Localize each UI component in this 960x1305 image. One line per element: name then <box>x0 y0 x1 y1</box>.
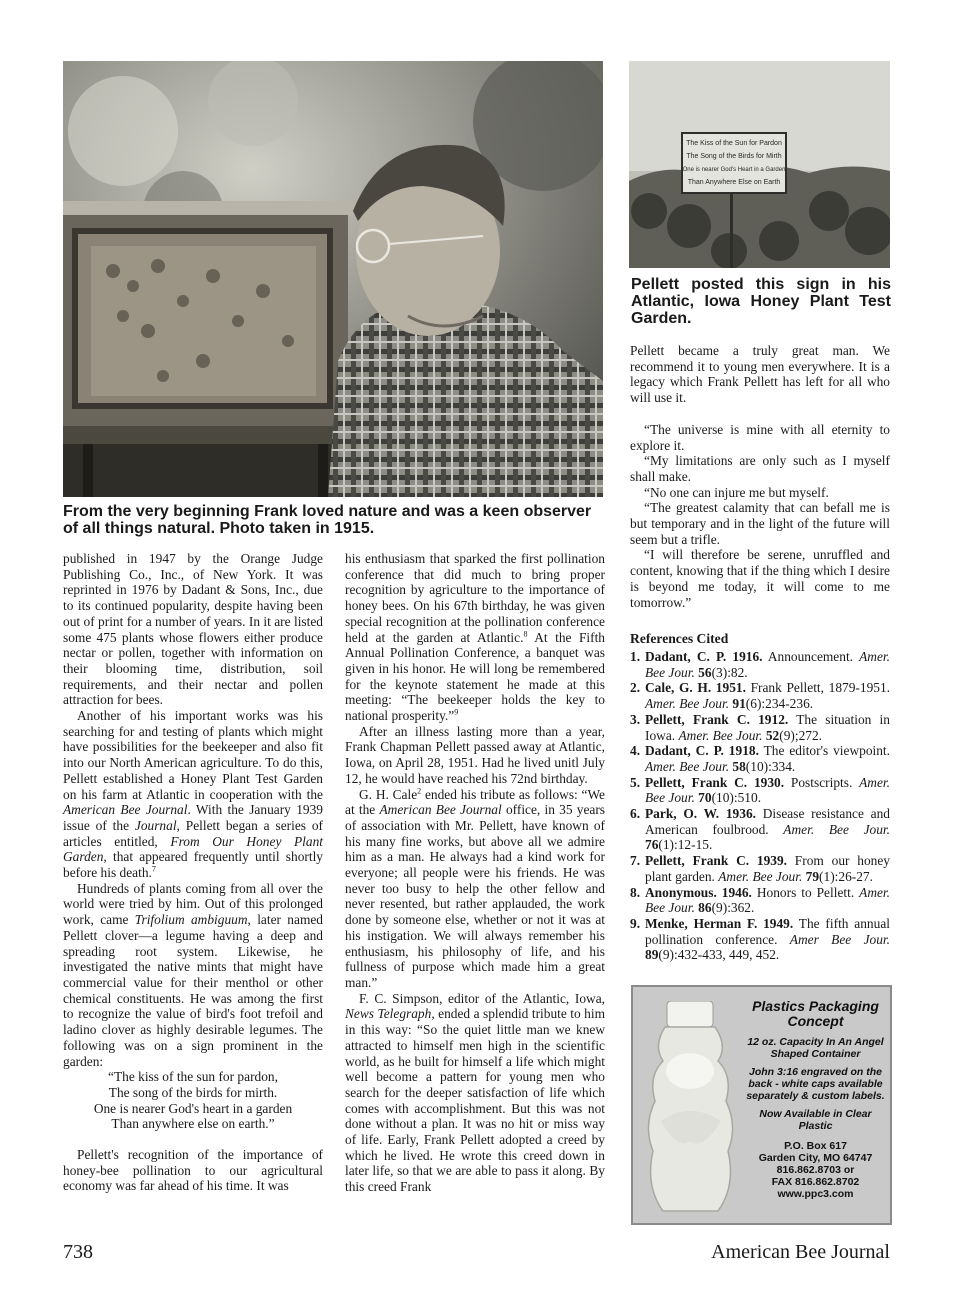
col2-paragraph-4: F. C. Simpson, editor of the Atlantic, Iowa, News Telegraph, ended a splendid tribute to him in this way: “So the quiet little man we knew attracted to himself men high in the scientific world, as he built for himself a life which might well become a pattern for young men who search for the deeper satisfaction of life which comes with accomplishment. But this was not done without a plan. It was no hit or miss way of life. Early, Frank Pellett adopted a creed by which he lived. He wrote this creed down in later life, so that we are able to pass it along. By this creed Frank <box>345 990 605 1195</box>
creed-line-1: “The universe is mine with all eternity to explore it. <box>630 421 890 453</box>
reference-item: 5. Pellett, Frank C. 1930. Postscripts. Amer. Bee Jour. 70(10):510. <box>630 774 890 806</box>
page-number: 738 <box>63 1241 93 1263</box>
references-title: References Cited <box>630 631 729 646</box>
reference-item: 3. Pellett, Frank C. 1912. The situation in Iowa. Amer. Bee Jour. 52(9);272. <box>630 711 890 743</box>
poem-line-2: The song of the birds for mirth. <box>108 1084 278 1100</box>
references-list <box>630 649 890 963</box>
column-2 <box>345 551 605 1195</box>
sign-line-3: One is nearer God's Heart in a Garden <box>682 167 786 173</box>
creed-line-3: “No one can injure me but myself. <box>644 484 829 500</box>
ad-title: Plastics Packaging Concept <box>752 998 879 1029</box>
photo-illustration <box>63 61 603 497</box>
column-3 <box>630 343 890 610</box>
col1-paragraph-1: published in 1947 by the Orange Judge Publishing Co., Inc., of New York. It was reprinted in 1976 by Dadant & Sons, Inc., due to its continued popularity, despite having been out of print for a number of years. In it are listed some 475 plants whose flowers either produce nectar or pollen, together with information on their blooming time, distribution, soil requirements, and their nectar and pollen attraction for bees. <box>63 551 323 708</box>
col1-paragraph-4: Pellett's recognition of the importance of honey-bee pollination to our agricultural economy was far ahead of his time. It was <box>63 1147 323 1194</box>
poem-line-4: Than anywhere else on earth.” <box>111 1116 275 1132</box>
creed-line-4: “The greatest calamity that can befall me is but temporary and in the light of the future will seem but a trifle. <box>630 500 890 547</box>
reference-item: 9. Menke, Herman F. 1949. The fifth annual pollination conference. Amer Bee Jour. 89(9):432-433, 449, 452. <box>630 915 890 963</box>
photo-frank-pellett-1915 <box>63 61 603 497</box>
col2-paragraph-3: G. H. Cale$^2$ ended his tribute as follows: “We at the American Bee Journal office, in 35 years of association with Mr. Pellett, have known of his many fine works, but above all we admire him as a man. He always had a kind work for everyone; all people were his friends. He was never too busy to help the other fellow and never resented, but rather applauded, the work done by someone else, whether or not it was at his instigation. We will always remember his enthusiasm, his philosophy of life, and his fullness of purpose which made him a great man.” <box>345 786 606 990</box>
sign-line-2: The Song of the Birds for Mirth <box>686 153 782 160</box>
reference-item: 8. Anonymous. 1946. Honors to Pellett. Amer. Bee Jour. 86(9):362. <box>630 884 891 916</box>
ad-engraving: John 3:16 engraved on the back - white caps available separately & custom labels. <box>746 1066 885 1102</box>
col2-paragraph-2: After an illness lasting more than a year, Frank Chapman Pellett passed away at Atlantic, Iowa, on April 28, 1951. Had he lived unitl July 12, he would have reached his 72nd birthday. <box>345 723 605 786</box>
ad-po-box: P.O. Box 617 <box>784 1140 847 1152</box>
col3-paragraph-1: Pellett became a truly great man. We recommend it to young men everywhere. It is a legacy which Frank Pellett has left for all who will use it. <box>630 343 890 406</box>
footer-journal-name: American Bee Journal <box>711 1241 890 1263</box>
creed-line-5: “I will therefore be serene, unruffled and content, knowing that if the thing which I desire is beyond me today, it will come to me tomorrow.” <box>630 547 890 610</box>
sign-line-1: The Kiss of the Sun for Pardon <box>686 140 782 147</box>
col2-paragraph-1: his enthusiasm that sparked the first pollination conference that did much to bring proper recognition by agriculture to the importance of honey bees. On his 67th birthday, he was given special recognition at the pollination conference held at the garden at Atlantic.$^8$ At the Fifth Annual Pollination Conference, a banquet was given in his honor. He will long be remembered for the keynote statement he made at this meeting: “The beekeeper holds the key to national prosperity.”$^9$ <box>345 551 605 724</box>
column-1 <box>63 551 323 1194</box>
plastics-packaging-ad <box>631 985 892 1225</box>
poem-line-1: “The kiss of the sun for pardon, <box>108 1069 278 1085</box>
col1-paragraph-3: Hundreds of plants coming from all over the world were tried by him. Out of this prolonged work, came Trifolium ambiguum, later named Pellett clover—a legume having a deep and spreading root system. Likewise, he investigated the native mints that might have commercial value for their menthol or other chemical constituents. He was among the first to recognize the value of bird's foot trefoil and ladino clover as highly desirable legumes. The following was on a sign prominent in the garden: <box>63 880 324 1069</box>
sign-photo-illustration <box>629 61 890 268</box>
reference-item: 7. Pellett, Frank C. 1939. From our honey plant garden. Amer. Bee Jour. 79(1):26-27. <box>630 853 890 884</box>
angel-bottle-image <box>643 1001 738 1216</box>
sign-line-4: Than Anywhere Else on Earth <box>687 179 781 186</box>
reference-item: 2. Cale, G. H. 1951. Frank Pellett, 1879-1951. Amer. Bee Jour. 91(6):234-236. <box>630 680 891 712</box>
poem-line-3: One is nearer God's heart in a garden <box>93 1100 293 1116</box>
creed-line-2: “My limitations are only such as I myself shall make. <box>630 453 890 484</box>
col1-paragraph-2: Another of his important works was his searching for and testing of plants which might have possibilities for the beekeeper and also fit into our North American agriculture. To do this, Pellett established a Honey Plant Test Garden on his farm at Atlantic in cooperation with the American Bee Journal. With the January 1939 issue of the Journal, Pellett began a series of articles entitled, From Our Honey Plant Garden, that appeared frequently until shortly before his death.$^7$ <box>63 708 323 881</box>
ad-phone: 816.862.8703 or <box>776 1164 855 1176</box>
main-photo-caption: From the very beginning Frank loved nature and was a keen observer of all things natural. Photo taken in 1915. <box>63 503 592 537</box>
ad-fax: FAX 816.862.8702 <box>771 1176 860 1188</box>
ad-city: Garden City, MO 64747 <box>758 1152 873 1164</box>
ad-website: www.ppc3.com <box>777 1188 854 1200</box>
reference-item: 4. Dadant, C. P. 1918. The editor's viewpoint. Amer. Bee Jour. 58(10):334. <box>630 743 890 774</box>
reference-item: 6. Park, O. W. 1936. Disease resistance and American foulbrood. Amer. Bee Jour. 76(1):12-15. <box>630 806 890 853</box>
references-section <box>630 631 890 963</box>
sign-photo-caption: Pellett posted this sign in his Atlantic, Iowa Honey Plant Test Garden. <box>631 276 891 327</box>
reference-item: 1. Dadant, C. P. 1916. Announcement. Amer. Bee Jour. 56(3):82. <box>630 649 890 680</box>
ad-text-block <box>743 999 888 1200</box>
ad-capacity: 12 oz. Capacity In An Angel Shaped Container <box>747 1036 884 1060</box>
ad-availability: Now Available in Clear Plastic <box>759 1108 872 1132</box>
photo-honey-plant-sign <box>629 61 890 268</box>
ad-contact <box>743 1140 888 1200</box>
